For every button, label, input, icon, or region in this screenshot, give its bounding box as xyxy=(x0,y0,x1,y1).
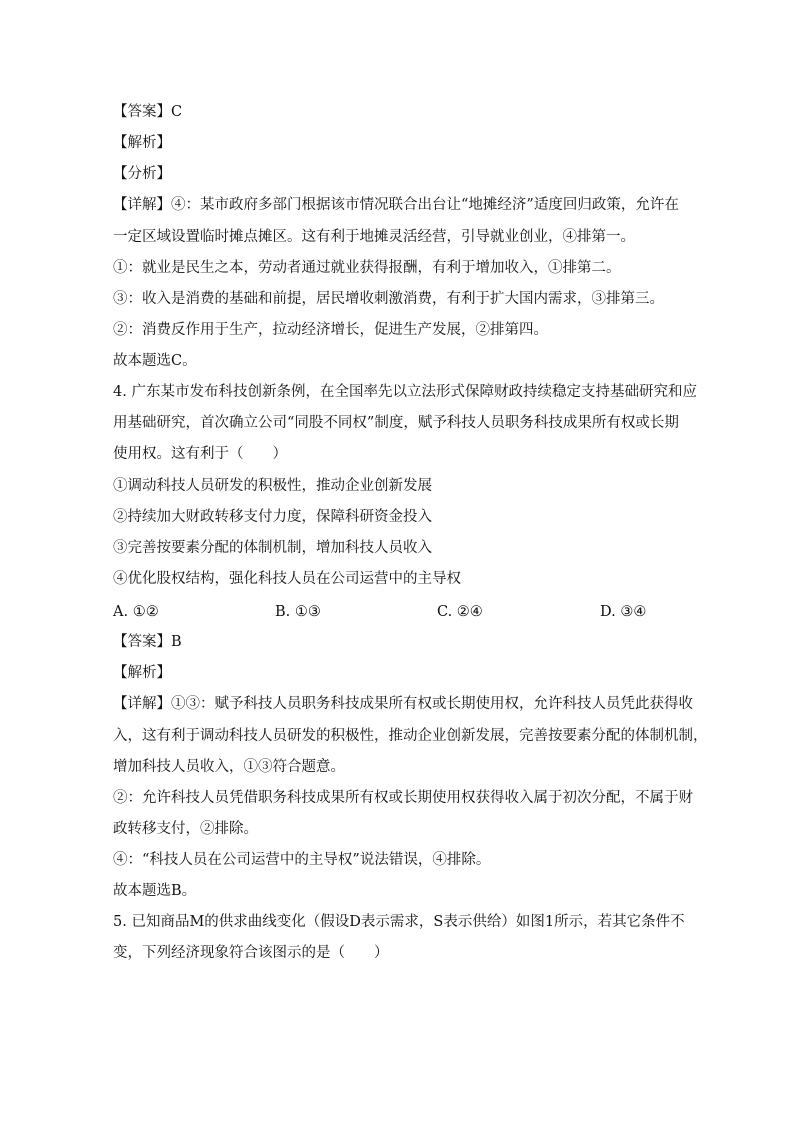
choice-d: D. ③④ xyxy=(600,604,647,620)
q4-option-1: ①调动科技人员研发的积极性，推动企业创新发展 xyxy=(113,478,432,494)
choice-a: A. ①② xyxy=(113,604,159,620)
q4-point-4: ④：“科技人员在公司运营中的主导权”说法错误，④排除。 xyxy=(113,852,491,868)
q4-stem-line: 4. 广东某市发布科技创新条例，在全国率先以立法形式保障财政持续稳定支持基础研究和应 xyxy=(113,384,697,400)
q4-point-2: 政转移支付，②排除。 xyxy=(113,821,258,837)
choice-b: B. ①③ xyxy=(275,604,321,620)
q3-conclusion: 故本题选C。 xyxy=(113,353,197,369)
q4-answer: 【答案】B xyxy=(113,634,182,650)
q3-analysis-heading: 【解析】 xyxy=(113,135,171,151)
q4-point-2: ②：允许科技人员凭借职务科技成果所有权或长期使用权获得收入属于初次分配，不属于财 xyxy=(113,790,693,806)
q4-detail-line: 增加科技人员收入，①③符合题意。 xyxy=(113,759,345,775)
q3-detail-line: 一定区域设置临时摊点摊区。这有利于地摊灵活经营，引导就业创业，④排第一。 xyxy=(113,229,635,245)
q4-option-2: ②持续加大财政转移支付力度，保障科研资金投入 xyxy=(113,509,432,525)
q3-point-3: ③：收入是消费的基础和前提，居民增收刺激消费，有利于扩大国内需求，③排第三。 xyxy=(113,291,664,307)
q3-detail-line: 【详解】④：某市政府多部门根据该市情况联合出台让“地摊经济”适度回归政策，允许在 xyxy=(113,197,679,213)
q4-stem-line: 用基础研究，首次确立公司“同股不同权”制度，赋予科技人员职务科技成果所有权或长期 xyxy=(113,415,679,431)
q5-stem-line: 变，下列经济现象符合该图示的是（ ） xyxy=(113,945,389,961)
q5-stem-line: 5. 已知商品M的供求曲线变化（假设D表示需求，S表示供给）如图1所示，若其它条件不 xyxy=(113,914,685,930)
q3-fenxi-heading: 【分析】 xyxy=(113,166,171,182)
q3-answer: 【答案】C xyxy=(113,104,183,120)
q4-option-4: ④优化股权结构，强化科技人员在公司运营中的主导权 xyxy=(113,571,461,587)
q4-detail-line: 【详解】①③：赋予科技人员职务科技成果所有权或长期使用权，允许科技人员凭此获得收 xyxy=(113,696,693,712)
q4-stem-line: 使用权。这有利于（ ） xyxy=(113,446,287,462)
q4-analysis-heading: 【解析】 xyxy=(113,665,171,681)
choice-c: C. ②④ xyxy=(437,604,483,620)
q4-detail-line: 入，这有利于调动科技人员研发的积极性，推动企业创新发展，完善按要素分配的体制机制， xyxy=(113,728,708,744)
q4-conclusion: 故本题选B。 xyxy=(113,883,197,899)
q4-option-3: ③完善按要素分配的体制机制，增加科技人员收入 xyxy=(113,540,432,556)
q3-point-2: ②：消费反作用于生产，拉动经济增长，促进生产发展，②排第四。 xyxy=(113,322,548,338)
q4-choices xyxy=(113,602,693,622)
q3-point-1: ①：就业是民生之本，劳动者通过就业获得报酬，有利于增加收入，①排第二。 xyxy=(113,260,621,276)
